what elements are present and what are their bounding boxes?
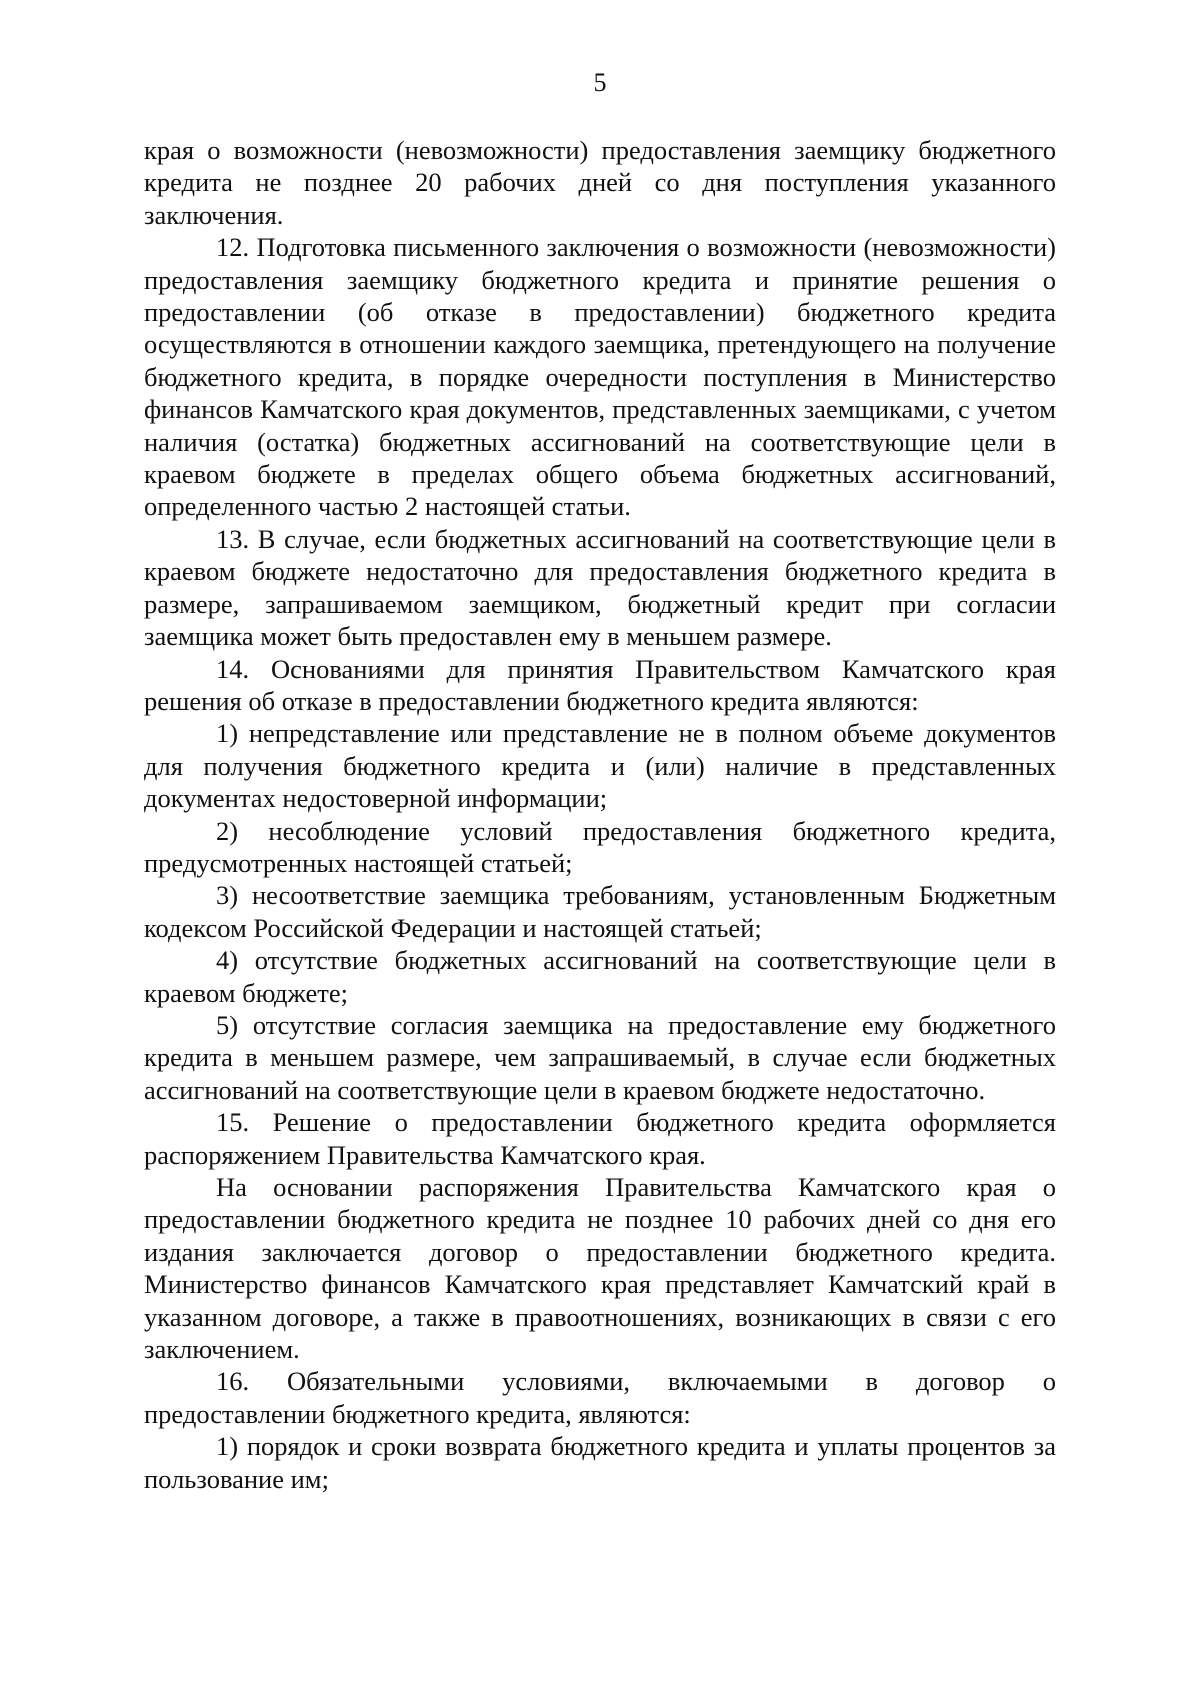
paragraph-continuation-11: края о возможности (невозможности) предоставления заемщику бюджетного кредита не позднее 20 рабочих дней со дня поступления указанного заключения. (144, 135, 1056, 230)
paragraph-13: 13. В случае, если бюджетных ассигнований на соответствующие цели в краевом бюджете недостаточно для предоставления бюджетного кредита в размере, запрашиваемом заемщиком, бюджетный кредит при согласии заемщика может быть предоставлен ему в меньшем размере. (144, 523, 1056, 652)
paragraph-14: 14. Основаниями для принятия Правительством Камчатского края решения об отказе в предоставлении бюджетного кредита являются: (144, 653, 1056, 716)
page-number: 5 (593, 68, 607, 97)
paragraph-14-item-4: 4) отсутствие бюджетных ассигнований на соответствующие цели в краевом бюджете; (144, 945, 1056, 1008)
document-body (144, 134, 1056, 1495)
paragraph-12: 12. Подготовка письменного заключения о возможности (невозможности) предоставления заемщику бюджетного кредита и принятие решения о предоставлении (об отказе в предоставлении) бюджетного кредита осуществляются в отношении каждого заемщика, претендующего на получение бюджетного кредита, в порядке очередности поступления в Министерство финансов Камчатского края документов, представленных заемщиками, с учетом наличия (остатка) бюджетных ассигнований на соответствующие цели в краевом бюджете в пределах общего объема бюджетных ассигнований, определенного частью 2 настоящей статьи. (144, 232, 1056, 522)
paragraph-16-item-1: 1) порядок и сроки возврата бюджетного кредита и уплаты процентов за пользование им; (144, 1431, 1056, 1494)
paragraph-14-item-1: 1) непредставление или представление не в полном объеме документов для получения бюджетного кредита и (или) наличие в представленных документах недостоверной информации; (144, 718, 1056, 814)
paragraph-16: 16. Обязательными условиями, включаемыми в договор о предоставлении бюджетного кредита, являются: (144, 1366, 1056, 1429)
paragraph-14-item-5: 5) отсутствие согласия заемщика на предоставление ему бюджетного кредита в меньшем размере, чем запрашиваемый, в случае если бюджетных ассигнований на соответствующие цели в краевом бюджете недостаточно. (144, 1009, 1056, 1105)
paragraph-14-item-3: 3) несоответствие заемщика требованиям, установленным Бюджетным кодексом Российской Федерации и настоящей статьей; (144, 880, 1056, 943)
paragraph-15: 15. Решение о предоставлении бюджетного кредита оформляется распоряжением Правительства Камчатского края. (144, 1107, 1056, 1170)
paragraph-14-item-2: 2) несоблюдение условий предоставления бюджетного кредита, предусмотренных настоящей статьей; (144, 815, 1056, 878)
paragraph-15-part-2: На основании распоряжения Правительства Камчатского края о предоставлении бюджетного кредита не позднее 10 рабочих дней со дня его издания заключается договор о предоставлении бюджетного кредита. Министерство финансов Камчатского края представляет Камчатский край в указанном договоре, а также в правоотношениях, возникающих в связи с его заключением. (144, 1172, 1056, 1365)
